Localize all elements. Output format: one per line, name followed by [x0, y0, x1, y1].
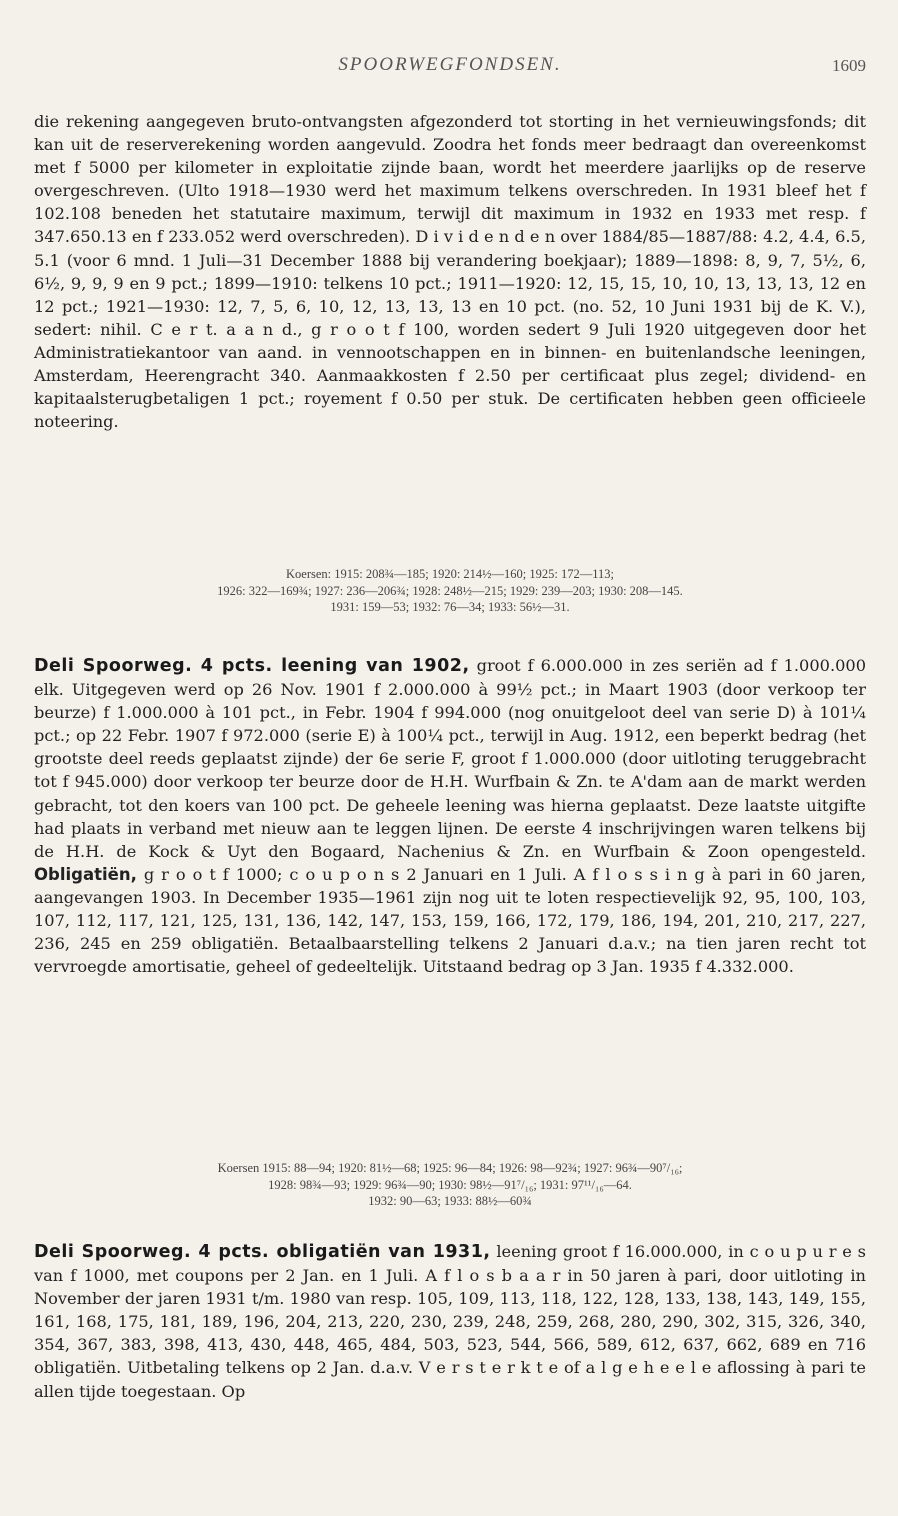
paragraph-reserve-dividenden: die rekening aangegeven bruto-ontvangsten afgezonderd tot storting in het vernieuwingsfonds; dit kan uit de reserverekening worden aangevuld. Zoodra het fonds meer bedraagt dan overeenkomst met f 5000 per kilometer in exploitatie zijnde baan, wordt het meerdere jaarlijks op de reserve overgeschreven. (Ulto 1918—1930 werd het maximum telkens overschreden. In 1931 bleef het f 102.108 beneden het statutaire maximum, terwijl dit maximum in 1932 en 1933 met resp. f 347.650.13 en f 233.052 werd overschreden). D i v i d e n d e n over 1884/85—1887/88: 4.2, 4.4, 6.5, 5.1 (voor 6 mnd. 1 Juli—31 December 1888 bij verandering boekjaar); 1889—1898: 8, 9, 7, 5½, 6, 6½, 9, 9, 9 en 9 pct.; 1899—1910: telkens 10 pct.; 1911—1920: 12, 15, 15, 10, 10, 13, 13, 13, 12 en 12 pct.; 1921—1930: 12, 7, 5, 6, 10, 12, 13, 13, 13 en 10 pct. (no. 52, 10 Juni 1931 bij de K. V.), sedert: nihil. C e r t. a a n d., g r o o t f 100, worden sedert 9 Juli 1920 uitgegeven door het Administratiekantoor van aand. in vennootschappen en in binnen- en buitenlandsche leeningen, Amsterdam, Heerengracht 340. Aanmaakkosten f 2.50 per certificaat plus zegel; dividend- en kapitaalsterugbetaligen 1 pct.; royement f 0.50 per stuk. De certificaten hebben geen officieele noteering.	[34, 112, 866, 432]
paragraph-obligatien-1931	[34, 1240, 866, 1403]
page-number: 1609	[832, 56, 866, 75]
paragraph-leening-1902	[34, 654, 866, 978]
entry-heading-leening-1902: Deli Spoorweg. 4 pcts. leening van 1902,	[34, 656, 470, 676]
koersen-line: 1928: 98¾—93; 1929: 96¾—90; 1930: 98½—91⁷/₁₆; 1931: 97¹¹/₁₆—64.	[268, 1177, 632, 1192]
entry-text: leening groot f 16.000.000, in c o u p u r e s van f 1000, met coupons per 2 Jan. en 1 Juli. A f l o s b a a r in 50 jaren à pari, door uitloting in November der jaren 1931 t/m. 1980 van resp. 105, 109, 113, 118, 122, 128, 133, 138, 143, 149, 155, 161, 168, 175, 181, 189, 196, 204, 213, 220, 230, 239, 248, 259, 268, 280, 290, 302, 315, 326, 340, 354, 367, 383, 398, 413, 430, 448, 465, 484, 503, 523, 544, 566, 589, 612, 637, 662, 689 en 716 obligatiën. Uitbetaling telkens op 2 Jan. d.a.v. V e r s t e r k t e of a l g e h e e l e aflossing à pari te allen tijde toegestaan. Op	[34, 1242, 866, 1401]
koersen-line: 1931: 159—53; 1932: 76—34; 1933: 56½—31.	[330, 600, 570, 614]
inline-heading-obligatien: Obligatiën,	[34, 864, 137, 884]
entry-heading-obligatien-1931: Deli Spoorweg. 4 pcts. obligatiën van 1931,	[34, 1242, 491, 1262]
koersen-line: Koersen: 1915: 208¾—185; 1920: 214½—160; 1925: 172—113;	[286, 567, 614, 581]
entry-text-continued: g r o o t f 1000; c o u p o n s 2 Januari en 1 Juli. A f l o s s i n g à pari in 60 jaren, aangevangen 1903. In December 1935—1961 zijn nog uit te loten respectievelijk 92, 95, 100, 103, 107, 112, 117, 121, 125, 131, 136, 142, 147, 153, 159, 166, 172, 179, 186, 194, 201, 210, 217, 227, 236, 245 en 259 obligatiën. Betaalbaarstelling telkens 2 Januari d.a.v.; na tien jaren recht tot vervroegde amortisatie, geheel of gedeeltelijk. Uitstaand bedrag op 3 Jan. 1935 f 4.332.000.	[34, 864, 866, 977]
koersen-line: Koersen 1915: 88—94; 1920: 81½—68; 1925: 96—84; 1926: 98—92¾; 1927: 96¾—90⁷/₁₆;	[217, 1161, 683, 1175]
koersen-certificaten	[60, 566, 840, 616]
koersen-leening-1902	[60, 1160, 840, 1210]
entry-text: groot f 6.000.000 in zes seriën ad f 1.000.000 elk. Uitgegeven werd op 26 Nov. 1901 f 2.000.000 à 99½ pct.; in Maart 1903 (door verkoop ter beurze) f 1.000.000 à 101 pct., in Febr. 1904 f 994.000 (nog onuitgeloot deel van serie D) à 101¼ pct.; op 22 Febr. 1907 f 972.000 (serie E) à 100¼ pct., terwijl in Aug. 1912, een beperkt bedrag (het grootste deel reeds geplaatst zijnde) der 6e serie F, groot f 1.000.000 (door uitloting teruggebracht tot f 945.000) door verkoop ter beurze door de H.H. Wurfbain & Zn. te A'dam aan de markt werden gebracht, tot den koers van 100 pct. De geheele leening was hierna geplaatst. Deze laatste uitgifte had plaats in verband met nieuw aan te leggen lijnen. De eerste 4 inschrijvingen waren telkens bij de H.H. de Kock & Uyt den Bogaard, Nachenius & Zn. en Wurfbain & Zoon opengesteld.	[34, 656, 866, 861]
koersen-line: 1932: 90—63; 1933: 88½—60¾	[368, 1194, 532, 1208]
koersen-line: 1926: 322—169¾; 1927: 236—206¾; 1928: 248½—215; 1929: 239—203; 1930: 208—145.	[217, 583, 683, 598]
running-title: SPOORWEGFONDSEN.	[338, 54, 562, 75]
page-header	[34, 54, 866, 82]
